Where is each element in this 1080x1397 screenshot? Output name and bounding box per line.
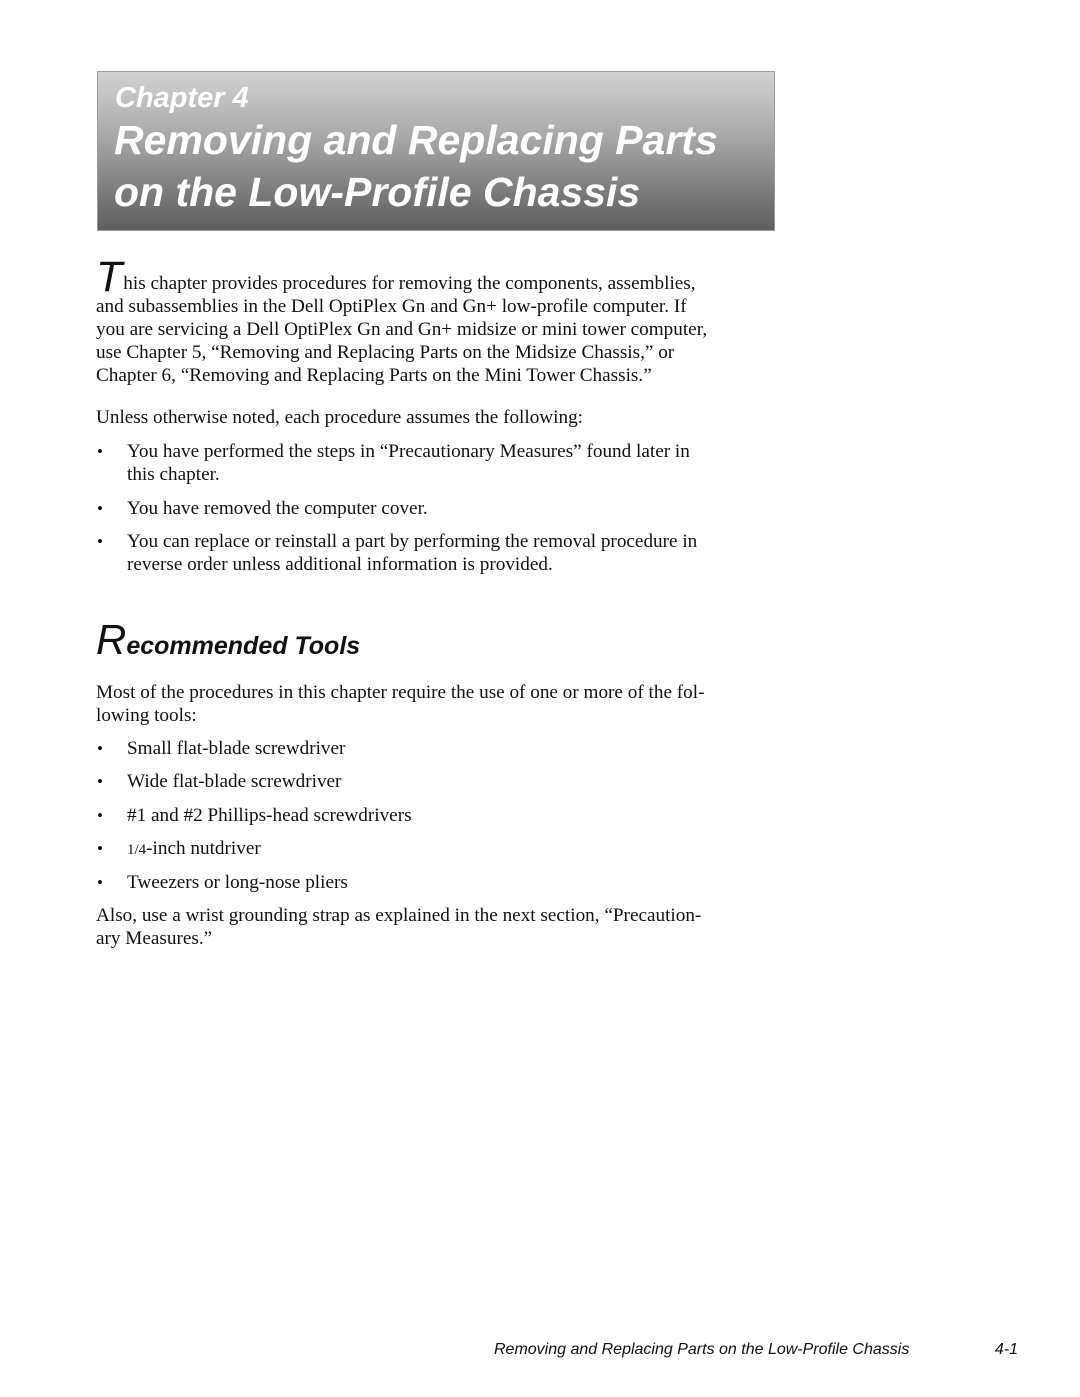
tools-lead-line-2: lowing tools: xyxy=(96,705,197,726)
fraction-text: 1/4 xyxy=(127,842,147,858)
bullet-icon: • xyxy=(97,873,103,892)
nutdriver-text: -inch nutdriver xyxy=(146,838,261,859)
section-heading-initial: R xyxy=(96,616,127,663)
intro-line-5: Chapter 6, “Removing and Replacing Parts on the Mini Tower Chassis.” xyxy=(96,365,652,386)
assumptions-lead: Unless otherwise noted, each procedure assumes the following: xyxy=(96,407,584,428)
bullet-icon: • xyxy=(97,839,103,858)
list-item-line: You can replace or reinstall a part by performing the removal procedure in xyxy=(127,531,698,552)
list-item-text xyxy=(127,497,428,520)
list-item-text: Tweezers or long-nose pliers xyxy=(127,872,348,893)
list-item-text: Small flat-blade screwdriver xyxy=(127,738,346,759)
bullet-icon: • xyxy=(97,806,103,825)
list-item-line: reverse order unless additional information is provided. xyxy=(127,554,553,575)
tools-lead xyxy=(96,681,704,727)
tools-lead-line-1: Most of the procedures in this chapter require the use of one or more of the fol- xyxy=(96,682,705,703)
list-item-text xyxy=(127,530,697,576)
intro-line-1-text: his chapter provides procedures for removing the components, assemblies, xyxy=(123,273,696,294)
page-number: 4-1 xyxy=(994,1341,1018,1358)
chapter-title-line-1: Removing and Replacing Parts xyxy=(114,117,718,163)
tools-closing-line-1: Also, use a wrist grounding strap as explained in the next section, “Precaution- xyxy=(96,905,702,926)
intro-paragraph xyxy=(96,253,770,387)
list-item-text xyxy=(127,440,690,486)
list-item-text xyxy=(127,837,261,862)
bullet-icon: • xyxy=(97,499,103,518)
intro-line-1 xyxy=(96,253,770,301)
tools-closing xyxy=(96,904,701,950)
list-item-line: this chapter. xyxy=(127,464,220,485)
list-item-text: Wide flat-blade screwdriver xyxy=(127,771,342,792)
tools-closing-line-2: ary Measures.” xyxy=(96,928,213,949)
section-heading-rest: ecommended Tools xyxy=(126,632,361,660)
chapter-title xyxy=(114,114,764,218)
chapter-banner xyxy=(97,71,775,231)
section-heading-recommended-tools xyxy=(96,616,360,664)
bullet-icon: • xyxy=(97,772,103,791)
list-item-text: #1 and #2 Phillips-head screwdrivers xyxy=(127,805,412,826)
intro-line-2: and subassemblies in the Dell OptiPlex Gn and Gn+ low-profile computer. If xyxy=(96,296,687,317)
list-item-line: You have removed the computer cover. xyxy=(127,498,428,519)
bullet-icon: • xyxy=(97,442,103,461)
intro-line-4: use Chapter 5, “Removing and Replacing Parts on the Midsize Chassis,” or xyxy=(96,342,675,363)
intro-line-3: you are servicing a Dell OptiPlex Gn and Gn+ midsize or mini tower computer, xyxy=(96,319,708,340)
chapter-title-line-2: on the Low-Profile Chassis xyxy=(114,169,641,215)
chapter-label: Chapter 4 xyxy=(115,82,249,114)
bullet-icon: • xyxy=(97,532,103,551)
footer-title: Removing and Replacing Parts on the Low-Profile Chassis xyxy=(494,1341,910,1358)
drop-cap: T xyxy=(96,253,123,301)
bullet-icon: • xyxy=(97,739,103,758)
list-item-line: You have performed the steps in “Precautionary Measures” found later in xyxy=(127,441,690,462)
